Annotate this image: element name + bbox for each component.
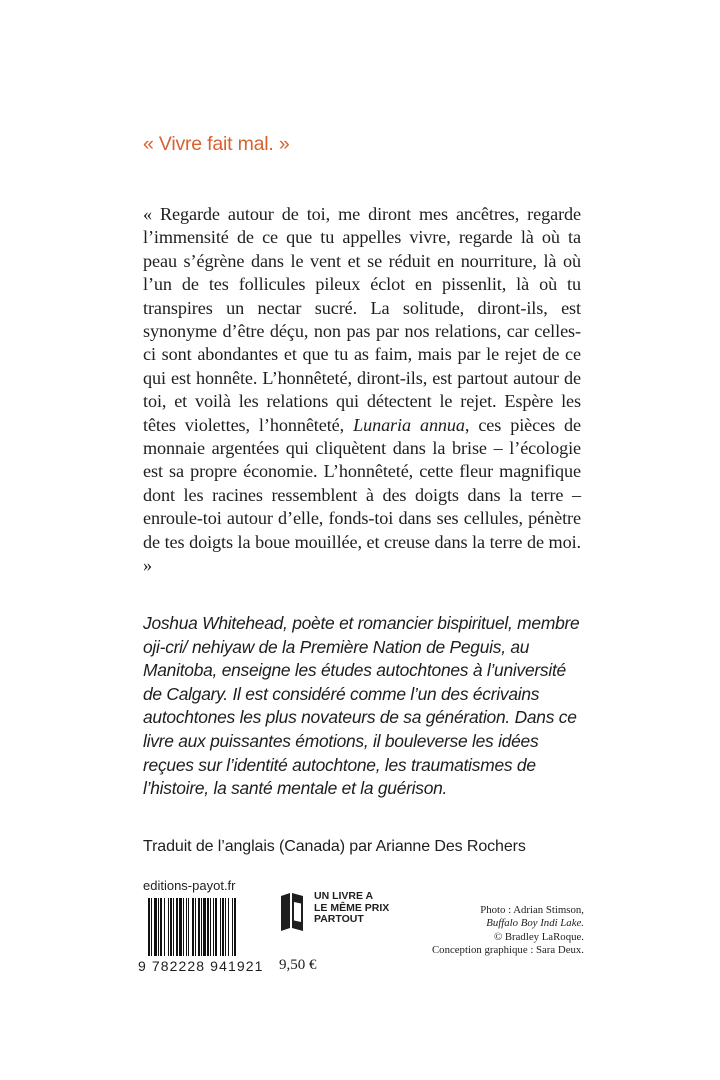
publisher-website: editions-payot.fr xyxy=(143,878,236,893)
isbn-number: 9 782228 941921 xyxy=(138,958,264,974)
credit-copyright: © Bradley LaRoque. xyxy=(493,930,584,943)
barcode-icon xyxy=(148,898,268,956)
credit-photo: Photo : Adrian Stimson, xyxy=(480,904,584,916)
logo-line-1: UN LIVRE A xyxy=(314,890,374,902)
logo-line-2: LE MÊME PRIX xyxy=(314,901,390,914)
price-mention-logo xyxy=(314,891,389,926)
logo-line-3: PARTOUT xyxy=(314,913,364,925)
author-bio-text: Joshua Whitehead, poète et romancier bispirituel, membre oji-cri/ nehiyaw de la Première Nation de Peguis, au Manitoba, enseigne les études autochtones à l’université de Calgary. Il est considéré comme l’un des écrivains autochtones les plus novateurs de sa génération. Dans ce livre aux puissantes émotions, il bouleverse les idées reçues sur l’identité autochtone, les traumatismes de l’histoire, la santé mentale et la guérison. xyxy=(143,613,580,799)
excerpt-part-1: « Regarde autour de toi, me diront mes ancêtres, regarde l’immensité de ce que tu appelles vivre, regarde là où ta peau s’égrène dans le vent et se réduit en nourriture, là où l’un de tes follicules pileux éclot en pissenlit, là où tu transpires un nectar sucré. La solitude, diront-ils, est synonyme d’être déçu, non pas par nos relations, car celles-ci sont abondantes et que tu as faim, mais par le rejet de ce qui est honnête. L’honnêteté, diront-ils, est partout autour de toi, et voilà les relations qui détectent le rejet. Espère les têtes violettes, l’honnêteté, xyxy=(143,204,581,435)
photo-credits xyxy=(432,904,584,958)
livre-book-icon xyxy=(279,892,305,932)
excerpt-part-2: , ces pièces de monnaie argentées qui cliquètent dans la brise – l’écologie est sa propre économie. L’honnêteté, cette fleur magnifique dont les racines ressemblent à des doigts dans la terre – enroule-toi autour d’elle, fonds-toi dans ses cellules, pénètre de tes doigts la boue mouillée, et creuse dans la terre de moi. » xyxy=(143,414,581,576)
translator-credit: Traduit de l’anglais (Canada) par Arianne Des Rochers xyxy=(143,838,526,855)
credit-design: Conception graphique : Sara Deux. xyxy=(431,944,584,957)
cover-tagline: « Vivre fait mal. » xyxy=(143,133,290,155)
excerpt-quote xyxy=(143,203,581,578)
excerpt-italic-term: Lunaria annua xyxy=(353,414,465,435)
credit-artwork: Buffalo Boy Indi Lake. xyxy=(486,917,584,930)
price: 9,50 € xyxy=(279,957,317,973)
author-bio xyxy=(143,612,581,801)
